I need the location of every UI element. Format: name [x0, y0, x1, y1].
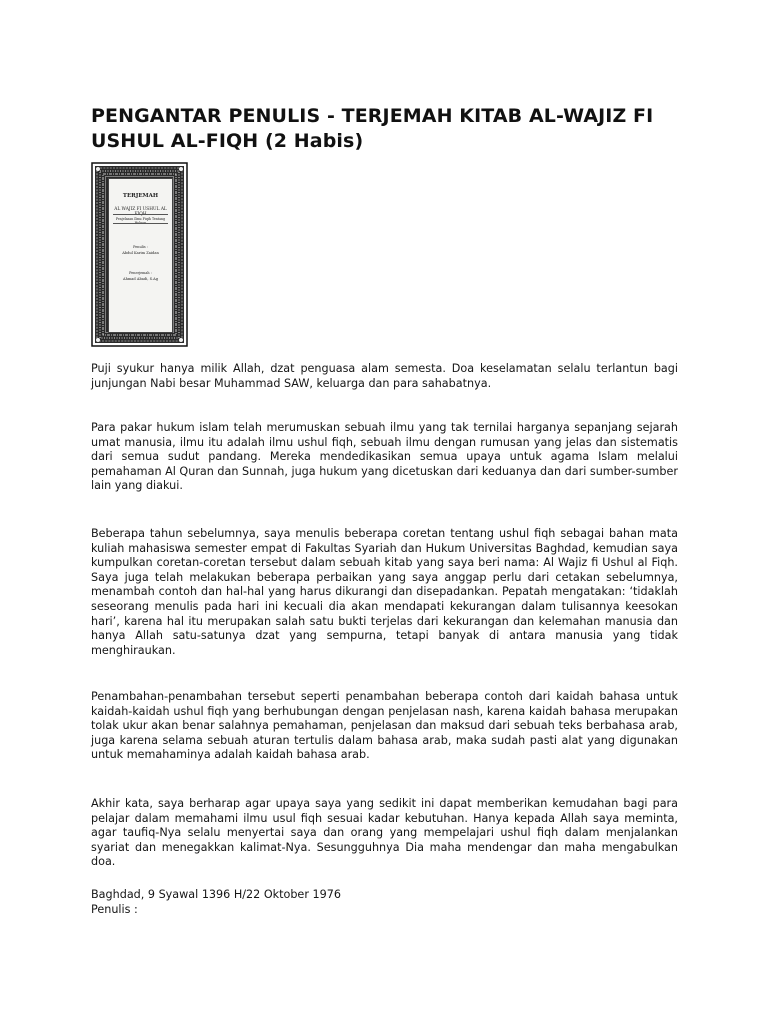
cover-divider: [113, 214, 168, 215]
signature-date: Baghdad, 9 Syawal 1396 H/22 Oktober 1976: [91, 888, 341, 901]
cover-title: TERJEMAH: [122, 193, 159, 199]
document-title: PENGANTAR PENULIS - TERJEMAH KITAB AL-WAJIZ FI USHUL AL-FIQH (2 Habis): [91, 105, 654, 152]
book-cover-image: [91, 162, 188, 347]
cover-author-role: Penulis :: [133, 245, 148, 249]
cover-translator-role: Penerjemah :: [129, 271, 152, 275]
paragraph: Puji syukur hanya milik Allah, dzat penguasa alam semesta. Doa keselamatan selalu terlantun bagi junjungan Nabi besar Muhammad SAW, keluarga dan para sahabatnya.: [91, 362, 678, 390]
paragraph: Penambahan-penambahan tersebut seperti penambahan beberapa contoh dari kaidah bahasa untuk kaidah-kaidah ushul fiqh yang berhubungan dengan penjelasan nash, karena kaidah bahasa merupakan tolak ukur akan benar salahnya pemahaman, penjelasan dan maksud dari sebuah teks berbahasa arab, juga karena selama sebuah aturan tertulis dalam bahasa arab, maka sudah pasti alat yang digunakan untuk memahaminya adalah kaidah bahasa arab.: [91, 690, 678, 762]
paragraph: Para pakar hukum islam telah merumuskan sebuah ilmu yang tak ternilai harganya sepanjang sejarah umat manusia, ilmu itu adalah ilmu ushul fiqh, sebuah ilmu dengan rumusan yang jelas dan sistematis dari semua sudut pandang. Mereka mendedikasikan semua upaya untuk agama Islam melalui pemahaman Al Quran dan Sunnah, juga hukum yang dicetuskan dari keduanya dan dari sumber-sumber lain yang diakui.: [91, 421, 678, 493]
paragraph: Beberapa tahun sebelumnya, saya menulis beberapa coretan tentang ushul fiqh sebagai bahan mata kuliah mahasiswa semester empat di Fakultas Syariah dan Hukum Universitas Baghdad, kemudian saya kumpulkan coretan-coretan tersebut dalam sebuah kitab yang saya beri nama: Al Wajiz fi Ushul al Fiqh. Saya juga telah melakukan beberapa perbaikan yang saya anggap perlu dari cetakan sebelumnya, menambah contoh dan hal-hal yang harus dikurangi dan disepadankan. Pepatah mengatakan: ‘tidaklah seseorang menulis pada hari ini kecuali dia akan mendapati kekurangan dalam tulisannya keesokan hari’, karena hal itu merupakan salah satu bukti terjelas dari kekurangan dan kelemahan manusia dan hanya Allah satu-satunya dzat yang sempurna, tetapi banyak di antara manusia yang tidak menghiraukan.: [91, 527, 678, 657]
cover-description: Penjelasan Ilmu Fiqih Tentang Hukum: [115, 217, 166, 225]
cover-author-name: Abdul Karim Zaidan: [122, 251, 159, 255]
cover-divider: [113, 223, 168, 224]
cover-subtitle: AL WAJIZ FI USHUL AL FIQH: [114, 207, 167, 217]
paragraph: Akhir kata, saya berharap agar upaya saya yang sedikit ini dapat memberikan kemudahan bagi para pelajar dalam memahami ilmu usul fiqh sesuai kadar kebutuhan. Hanya kepada Allah saya meminta, agar taufiq-Nya selalu menyertai saya dan orang yang mempelajari ushul fiqh dalam menjalankan syariat dan menegakkan kalimat-Nya. Sesungguhnya Dia maha mendengar dan maha mengabulkan doa.: [91, 797, 678, 869]
signature-author-label: Penulis :: [91, 903, 138, 916]
cover-translator-name: Ahmad Abadi, S.Ag: [122, 277, 159, 281]
cover-panel: [108, 178, 173, 333]
